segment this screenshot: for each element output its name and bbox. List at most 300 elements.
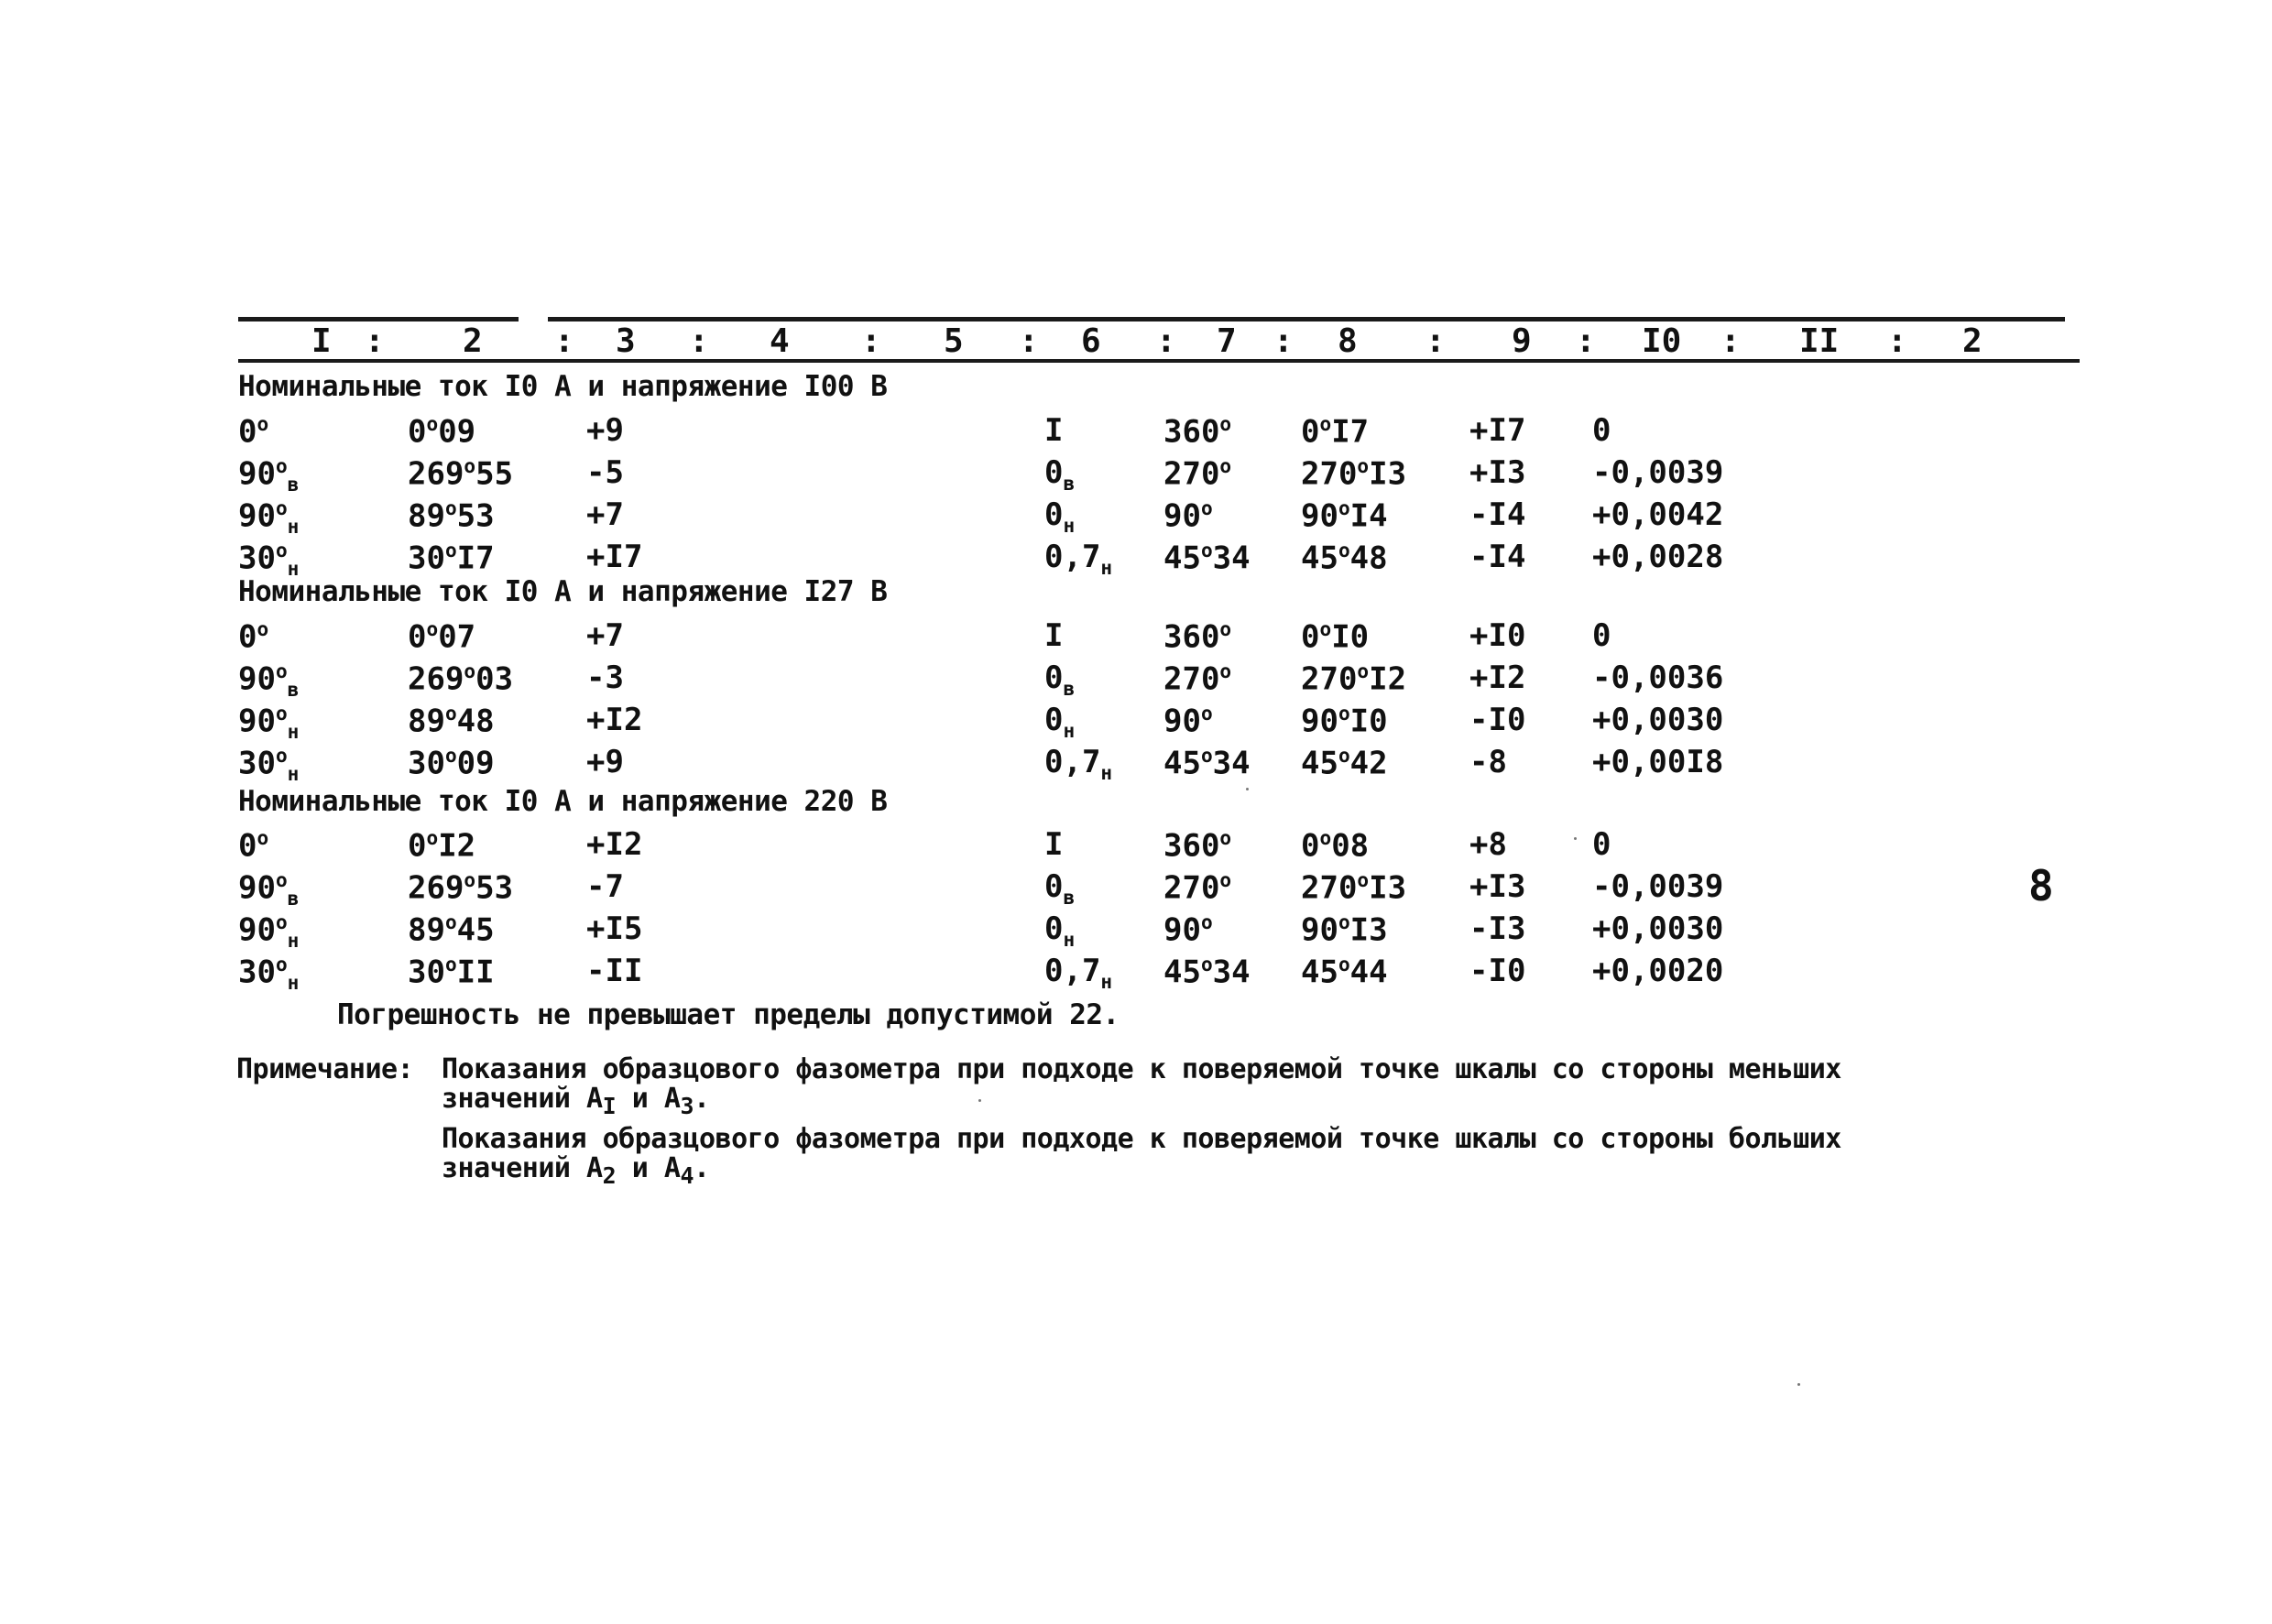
header-top-rule-right <box>548 317 2065 322</box>
cell-col-1 <box>238 496 299 538</box>
cell-col-6-value: 0,7 <box>1044 953 1101 989</box>
cell-col-2-value: 89 <box>408 497 445 535</box>
cell-col-7-value: 45 <box>1163 954 1201 991</box>
cell-col-1-degree: о <box>275 868 288 891</box>
cell-col-2-value: 89 <box>408 911 445 949</box>
cell-col-7 <box>1163 953 1251 990</box>
cell-col-6-subscript: в <box>1063 676 1076 700</box>
cell-col-2-value: 30 <box>408 745 445 782</box>
cell-col-1-value: 30 <box>238 954 276 991</box>
cell-col-8-degree: о <box>1338 744 1350 767</box>
cell-col-3-value: +I2 <box>586 702 643 738</box>
table-row <box>0 910 2272 953</box>
cell-col-1-degree: о <box>275 744 288 767</box>
cell-col-7-value: 270 <box>1163 660 1220 698</box>
cell-col-2-minutes: 07 <box>438 618 476 656</box>
cell-col-6-subscript: н <box>1100 760 1113 784</box>
cell-col-2 <box>408 953 495 990</box>
cell-col-8-value: 90 <box>1301 497 1338 535</box>
cell-col-7 <box>1163 617 1231 655</box>
cell-col-7-value: 360 <box>1163 413 1220 451</box>
cell-col-9 <box>1469 826 1507 863</box>
cell-col-9 <box>1469 953 1525 989</box>
cell-col-8-value: 45 <box>1301 954 1338 991</box>
header-top-rule-end <box>1961 317 2063 322</box>
cell-col-1 <box>238 659 299 701</box>
header-col-4: 4 <box>770 322 790 360</box>
header-col-12: 2 <box>1962 322 1983 360</box>
cell-col-2 <box>408 539 495 576</box>
cell-col-1-value: 30 <box>238 540 276 577</box>
cell-col-8-degree: о <box>1357 659 1370 682</box>
table-row <box>0 454 2272 496</box>
cell-col-1 <box>238 744 299 785</box>
cell-col-10-value: +0,0030 <box>1592 702 1724 738</box>
cell-col-9-value: +I3 <box>1469 454 1526 491</box>
cell-col-8-value: 0 <box>1301 413 1320 451</box>
cell-col-2-minutes: 53 <box>475 869 514 907</box>
cell-col-8 <box>1301 702 1388 739</box>
cell-col-2-minutes: 03 <box>475 660 514 698</box>
cell-col-1-degree: о <box>257 412 269 435</box>
cell-col-7-value: 90 <box>1163 703 1201 740</box>
cell-col-8 <box>1301 910 1388 948</box>
cell-col-10-value: +0,0030 <box>1592 910 1724 947</box>
table-row <box>0 953 2272 995</box>
header-col-2: 2 <box>463 322 483 360</box>
cell-col-8-degree: о <box>1338 953 1350 975</box>
cell-col-1 <box>238 826 268 864</box>
page-mark: 8 <box>2028 861 2054 910</box>
cell-col-7-degree: о <box>1219 659 1232 682</box>
cell-col-3 <box>586 496 624 533</box>
section-title: Номинальные ток I0 A и напряжение I27 B <box>238 575 888 608</box>
cell-col-3 <box>586 868 624 905</box>
cell-col-8 <box>1301 496 1388 534</box>
cell-col-2-value: 89 <box>408 703 445 740</box>
note-label: Примечание: <box>236 1053 414 1085</box>
cell-col-8-minutes: I3 <box>1349 911 1388 949</box>
cell-col-10 <box>1592 454 1723 491</box>
header-col-1: I <box>311 322 332 360</box>
cell-col-6 <box>1044 496 1075 537</box>
cell-col-1 <box>238 412 268 450</box>
cell-col-2 <box>408 702 495 739</box>
cell-col-8 <box>1301 868 1406 906</box>
cell-col-7-degree: о <box>1200 953 1213 975</box>
cell-col-8-minutes: 42 <box>1349 745 1388 782</box>
cell-col-3 <box>586 744 624 780</box>
cell-col-8-value: 270 <box>1301 660 1358 698</box>
cell-col-8-value: 270 <box>1301 869 1358 907</box>
cell-col-1-degree: о <box>257 826 269 849</box>
table-row <box>0 617 2272 659</box>
header-sep: : <box>861 322 881 360</box>
cell-col-9 <box>1469 744 1507 780</box>
cell-col-2 <box>408 910 495 948</box>
cell-col-3-value: +9 <box>586 412 624 449</box>
note-line-4 <box>442 1152 710 1189</box>
cell-col-3 <box>586 454 624 491</box>
section-title: Номинальные ток I0 A и напряжение I00 B <box>238 370 888 403</box>
cell-col-1-subscript: н <box>287 971 300 995</box>
cell-col-2-minutes: 53 <box>456 497 495 535</box>
cell-col-7-degree: о <box>1219 826 1232 849</box>
cell-col-7-degree: о <box>1200 702 1213 725</box>
cell-col-3-value: +9 <box>586 744 624 780</box>
table-row <box>0 702 2272 744</box>
cell-col-7 <box>1163 910 1213 948</box>
cell-col-6-value: 0 <box>1044 659 1064 696</box>
note-line-4-mid: и A <box>616 1152 681 1184</box>
header-sep: : <box>1887 322 1907 360</box>
cell-col-1 <box>238 617 268 655</box>
cell-col-1-value: 90 <box>238 869 276 907</box>
note-line-2 <box>442 1083 710 1119</box>
note-line-2-sub1: I <box>602 1093 617 1119</box>
cell-col-7-value: 90 <box>1163 497 1201 535</box>
cell-col-6-subscript: н <box>1063 927 1076 951</box>
cell-col-2-degree: о <box>444 910 457 933</box>
cell-col-3 <box>586 412 624 449</box>
cell-col-2-degree: о <box>444 702 457 725</box>
cell-col-1-degree: о <box>275 454 288 477</box>
header-col-11: II <box>1799 322 1840 360</box>
cell-col-10-value: +0,0020 <box>1592 953 1724 989</box>
cell-col-3-value: -II <box>586 953 643 989</box>
header-sep: : <box>1156 322 1176 360</box>
cell-col-6-subscript: в <box>1063 471 1076 495</box>
cell-col-7 <box>1163 454 1231 492</box>
cell-col-7-degree: о <box>1200 539 1213 561</box>
cell-col-2-degree: о <box>444 496 457 519</box>
cell-col-8-minutes: I3 <box>1369 869 1407 907</box>
cell-col-8 <box>1301 659 1406 697</box>
cell-col-6-value: 0 <box>1044 454 1064 491</box>
cell-col-7 <box>1163 744 1251 781</box>
cell-col-10-value: -0,0036 <box>1592 659 1724 696</box>
cell-col-9-value: +I7 <box>1469 412 1526 449</box>
cell-col-6-subscript: н <box>1100 969 1113 993</box>
cell-col-2-minutes: 09 <box>438 413 476 451</box>
header-col-3: 3 <box>616 322 636 360</box>
cell-col-1-value: 90 <box>238 703 276 740</box>
cell-col-2-value: 269 <box>408 869 464 907</box>
note-line-2-text: значений A <box>442 1083 603 1115</box>
cell-col-10-value: 0 <box>1592 617 1611 654</box>
cell-col-9-value: -I0 <box>1469 953 1526 989</box>
table-row <box>0 744 2272 786</box>
header-sep: : <box>1019 322 1039 360</box>
error-note: Погрешность не превышает пределы допустимой 22. <box>337 998 1120 1031</box>
cell-col-3 <box>586 910 642 947</box>
cell-col-9-value: -I4 <box>1469 539 1526 575</box>
cell-col-1 <box>238 454 299 496</box>
cell-col-2-minutes: 45 <box>456 911 495 949</box>
cell-col-2-degree: о <box>426 617 439 640</box>
header-col-9: 9 <box>1512 322 1532 360</box>
header-sep: : <box>554 322 574 360</box>
cell-col-2-degree: о <box>426 412 439 435</box>
cell-col-10 <box>1592 868 1723 905</box>
cell-col-9 <box>1469 659 1525 696</box>
header-col-8: 8 <box>1338 322 1358 360</box>
cell-col-9-value: -I4 <box>1469 496 1526 533</box>
cell-col-1 <box>238 539 299 580</box>
cell-col-7-value: 45 <box>1163 540 1201 577</box>
cell-col-3-value: -5 <box>586 454 624 491</box>
cell-col-2-degree: о <box>444 539 457 561</box>
cell-col-6 <box>1044 826 1063 863</box>
cell-col-9-value: +I3 <box>1469 868 1526 905</box>
cell-col-3-value: +7 <box>586 496 624 533</box>
cell-col-8-degree: о <box>1357 868 1370 891</box>
cell-col-7-value: 45 <box>1163 745 1201 782</box>
cell-col-2-degree: о <box>464 659 476 682</box>
cell-col-10-value: +0,0042 <box>1592 496 1724 533</box>
cell-col-8-value: 90 <box>1301 703 1338 740</box>
header-col-10: I0 <box>1642 322 1682 360</box>
cell-col-2-value: 269 <box>408 660 464 698</box>
cell-col-9 <box>1469 617 1525 654</box>
cell-col-7-minutes: 34 <box>1212 954 1251 991</box>
cell-col-9 <box>1469 539 1525 575</box>
cell-col-1-subscript: в <box>287 473 300 496</box>
cell-col-6-value: I <box>1044 826 1064 863</box>
cell-col-8 <box>1301 826 1369 864</box>
cell-col-7-degree: о <box>1200 744 1213 767</box>
cell-col-1-subscript: н <box>287 720 300 744</box>
cell-col-3 <box>586 659 624 696</box>
cell-col-9 <box>1469 454 1525 491</box>
cell-col-10 <box>1592 826 1611 863</box>
cell-col-6 <box>1044 454 1075 495</box>
cell-col-3 <box>586 539 642 575</box>
note-line-2-end: . <box>694 1083 710 1115</box>
cell-col-10-value: +0,0028 <box>1592 539 1724 575</box>
cell-col-6 <box>1044 412 1063 449</box>
cell-col-7-degree: о <box>1219 412 1232 435</box>
cell-col-1-subscript: н <box>287 557 300 581</box>
cell-col-1-value: 90 <box>238 455 276 493</box>
cell-col-10-value: 0 <box>1592 826 1611 863</box>
cell-col-1-value: 90 <box>238 911 276 949</box>
cell-col-3 <box>586 826 642 863</box>
cell-col-8-value: 0 <box>1301 827 1320 865</box>
cell-col-2 <box>408 744 495 781</box>
header-sep: : <box>689 322 709 360</box>
note-line-2-mid: и A <box>616 1083 681 1115</box>
table-row <box>0 826 2272 868</box>
cell-col-2-value: 0 <box>408 827 427 865</box>
header-col-6: 6 <box>1081 322 1101 360</box>
section-title: Номинальные ток I0 A и напряжение 220 B <box>238 785 888 818</box>
note-line-4-end: . <box>694 1152 710 1184</box>
cell-col-2-minutes: 55 <box>475 455 514 493</box>
cell-col-9 <box>1469 910 1525 947</box>
cell-col-8-degree: о <box>1319 617 1332 640</box>
cell-col-6-value: 0,7 <box>1044 744 1101 780</box>
cell-col-3-value: -7 <box>586 868 624 905</box>
header-sep: : <box>365 322 385 360</box>
cell-col-8-minutes: 44 <box>1349 954 1388 991</box>
note-line-4-sub2: 4 <box>680 1162 694 1189</box>
cell-col-6 <box>1044 868 1075 909</box>
cell-col-10 <box>1592 496 1723 533</box>
note-line-4-text: значений A <box>442 1152 603 1184</box>
cell-col-9 <box>1469 702 1525 738</box>
cell-col-6 <box>1044 953 1112 993</box>
cell-col-7 <box>1163 868 1231 906</box>
cell-col-3-value: +I7 <box>586 539 643 575</box>
cell-col-2-degree: о <box>444 744 457 767</box>
cell-col-6-value: I <box>1044 617 1064 654</box>
cell-col-8-degree: о <box>1338 702 1350 725</box>
cell-col-2-value: 30 <box>408 540 445 577</box>
cell-col-1-value: 0 <box>238 827 257 865</box>
cell-col-2-value: 30 <box>408 954 445 991</box>
cell-col-7-degree: о <box>1219 454 1232 477</box>
cell-col-6-subscript: н <box>1100 555 1113 579</box>
header-sep: : <box>1425 322 1446 360</box>
cell-col-1-subscript: н <box>287 929 300 953</box>
cell-col-8 <box>1301 617 1369 655</box>
cell-col-8-minutes: 48 <box>1349 540 1388 577</box>
cell-col-8-minutes: I0 <box>1349 703 1388 740</box>
cell-col-9-value: +I0 <box>1469 617 1526 654</box>
cell-col-2 <box>408 496 495 534</box>
cell-col-6 <box>1044 659 1075 700</box>
cell-col-2-degree: о <box>426 826 439 849</box>
cell-col-2-minutes: II <box>456 954 495 991</box>
cell-col-8-degree: о <box>1319 412 1332 435</box>
cell-col-10 <box>1592 617 1611 654</box>
cell-col-10-value: 0 <box>1592 412 1611 449</box>
scan-speck <box>978 1099 981 1102</box>
cell-col-6-value: 0 <box>1044 868 1064 905</box>
cell-col-1-value: 30 <box>238 745 276 782</box>
cell-col-8-minutes: I3 <box>1369 455 1407 493</box>
cell-col-10 <box>1592 539 1723 575</box>
cell-col-7 <box>1163 702 1213 739</box>
cell-col-9-value: +I2 <box>1469 659 1526 696</box>
cell-col-7 <box>1163 659 1231 697</box>
cell-col-1-degree: о <box>275 702 288 725</box>
cell-col-7 <box>1163 496 1213 534</box>
note-line-1: Показания образцового фазометра при подходе к поверяемой точке шкалы со стороны меньших <box>442 1053 1841 1085</box>
cell-col-1-degree: о <box>275 910 288 933</box>
cell-col-1 <box>238 868 299 910</box>
cell-col-10 <box>1592 744 1723 780</box>
cell-col-8 <box>1301 412 1369 450</box>
cell-col-2-value: 269 <box>408 455 464 493</box>
cell-col-9-value: -I0 <box>1469 702 1526 738</box>
header-col-5: 5 <box>944 322 964 360</box>
header-col-7: 7 <box>1217 322 1237 360</box>
cell-col-9 <box>1469 868 1525 905</box>
cell-col-8-minutes: 08 <box>1331 827 1370 865</box>
cell-col-1 <box>238 702 299 743</box>
cell-col-10 <box>1592 659 1723 696</box>
header-sep: : <box>1576 322 1596 360</box>
cell-col-6 <box>1044 702 1075 742</box>
cell-col-8-value: 90 <box>1301 911 1338 949</box>
table-row <box>0 412 2272 454</box>
cell-col-2-minutes: I7 <box>456 540 495 577</box>
cell-col-3 <box>586 702 642 738</box>
table-row <box>0 868 2272 910</box>
cell-col-10-value: -0,0039 <box>1592 454 1724 491</box>
cell-col-7-value: 90 <box>1163 911 1201 949</box>
cell-col-2 <box>408 454 513 492</box>
cell-col-8-minutes: I0 <box>1331 618 1370 656</box>
cell-col-6 <box>1044 539 1112 579</box>
cell-col-8-value: 45 <box>1301 540 1338 577</box>
cell-col-8 <box>1301 953 1388 990</box>
cell-col-7-value: 270 <box>1163 869 1220 907</box>
cell-col-9 <box>1469 496 1525 533</box>
cell-col-6 <box>1044 910 1075 951</box>
cell-col-8-degree: о <box>1357 454 1370 477</box>
note-line-4-sub1: 2 <box>602 1162 617 1189</box>
cell-col-9-value: -I3 <box>1469 910 1526 947</box>
cell-col-6-value: 0 <box>1044 910 1064 947</box>
cell-col-2-degree: о <box>444 953 457 975</box>
cell-col-1-value: 0 <box>238 413 257 451</box>
cell-col-6-value: 0 <box>1044 496 1064 533</box>
cell-col-8 <box>1301 454 1406 492</box>
cell-col-6-subscript: в <box>1063 885 1076 909</box>
cell-col-2 <box>408 659 513 697</box>
cell-col-2 <box>408 412 475 450</box>
scan-speck <box>1797 1383 1800 1386</box>
cell-col-1-degree: о <box>275 539 288 561</box>
cell-col-2 <box>408 617 475 655</box>
cell-col-2 <box>408 868 513 906</box>
cell-col-8-minutes: I2 <box>1369 660 1407 698</box>
cell-col-8-degree: о <box>1338 910 1350 933</box>
cell-col-8-value: 270 <box>1301 455 1358 493</box>
cell-col-6 <box>1044 617 1063 654</box>
cell-col-1 <box>238 910 299 952</box>
cell-col-8-degree: о <box>1338 496 1350 519</box>
cell-col-6-subscript: н <box>1063 513 1076 537</box>
cell-col-2-minutes: 09 <box>456 745 495 782</box>
cell-col-3 <box>586 617 624 654</box>
header-sep: : <box>1273 322 1294 360</box>
table-row <box>0 496 2272 539</box>
note-line-2-sub2: 3 <box>680 1093 694 1119</box>
scan-speck <box>1246 788 1249 790</box>
cell-col-8 <box>1301 744 1388 781</box>
cell-col-7-value: 270 <box>1163 455 1220 493</box>
cell-col-2-minutes: I2 <box>438 827 476 865</box>
cell-col-9 <box>1469 412 1525 449</box>
cell-col-10-value: -0,0039 <box>1592 868 1724 905</box>
cell-col-7-value: 360 <box>1163 827 1220 865</box>
cell-col-7 <box>1163 412 1231 450</box>
cell-col-7-minutes: 34 <box>1212 745 1251 782</box>
cell-col-8-degree: о <box>1338 539 1350 561</box>
scan-speck <box>1574 837 1577 840</box>
cell-col-2-degree: о <box>464 454 476 477</box>
cell-col-6-value: 0,7 <box>1044 539 1101 575</box>
cell-col-7-degree: о <box>1219 617 1232 640</box>
cell-col-2-value: 0 <box>408 618 427 656</box>
cell-col-1-subscript: в <box>287 678 300 702</box>
cell-col-6-value: 0 <box>1044 702 1064 738</box>
cell-col-10 <box>1592 953 1723 989</box>
